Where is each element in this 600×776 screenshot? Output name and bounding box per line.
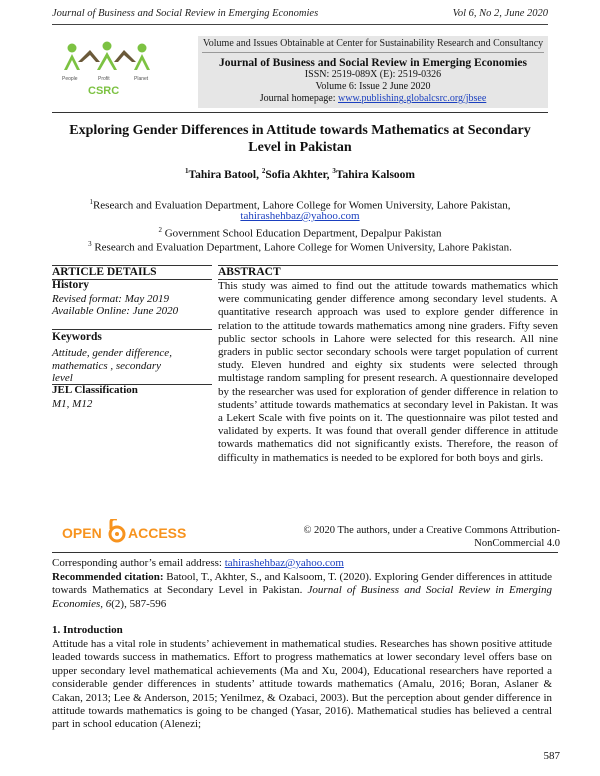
- logo-word-people: People: [62, 76, 78, 82]
- abstract-heading: ABSTRACT: [218, 266, 281, 278]
- corresponding-label: Corresponding author’s email address:: [52, 557, 225, 569]
- author-2-sup: 2: [261, 167, 266, 175]
- introduction-text: Attitude has a vital role in students’ achievement in mathematical studies. Researches has shown positive attitude leaded towards success in mathematics. Effort to progress mathematics at lower secondary level offers base on upper secondary level mathematical achievements (Ma and Xu, 2004), Educational researchers have reported a considerable gender differences in students’ attitude towards mathematics (Amalu, 2016; Boran, Aslaner & Cakan, 2013; Lee & Anderson, 2015; Yenilmez, & Ozabaci, 2003). But the perception about gender difference in attitude towards mathematics is going to be changed (Yasar, 2016). Mathematical studies has believed a central part in school education (Alenezi;: [52, 638, 552, 731]
- citation-text: Batool, T., Akhter, S., and Kalsoom, T. (2020). Exploring Gender differences in attitude towards Mathematics at Secondary Level in Pakistan.: [52, 571, 552, 597]
- journal-tagline: Volume and Issues Obtainable at Center for Sustainability Research and Consultancy: [202, 38, 544, 49]
- header-divider: [52, 112, 548, 113]
- open-access-logo: [62, 519, 192, 545]
- journal-issn: ISSN: 2519-089X (E): 2519-0326: [304, 69, 442, 80]
- citation-label: Recommended citation:: [52, 571, 164, 583]
- corresponding-author: [52, 557, 552, 570]
- citation-journal: Journal of Business and Social Review in Emerging Economies, 6: [52, 584, 552, 610]
- author-list: [60, 167, 540, 181]
- keywords-heading: Keywords: [52, 331, 102, 343]
- license-line-2: NonCommercial 4.0: [474, 538, 560, 549]
- logo-word-profit: Profit: [98, 76, 110, 82]
- author-3-sup: 3: [332, 167, 336, 175]
- top-divider: [52, 24, 548, 25]
- journal-name: Journal of Business and Social Review in Emerging Economies: [219, 57, 527, 69]
- history-rule: [52, 329, 212, 330]
- paper-title: Exploring Gender Differences in Attitude towards Mathematics at Secondary Level in Pakistan: [69, 123, 531, 155]
- author-1-sup: 1: [184, 167, 189, 175]
- homepage-label: Journal homepage:: [259, 93, 338, 104]
- page-number: 587: [543, 750, 560, 762]
- jel-codes: M1, M12: [52, 398, 93, 410]
- csrc-logo: [62, 40, 184, 98]
- license-line-1: © 2020 The authors, under a Creative Commons Attribution-: [303, 525, 560, 536]
- affiliation-1-text: Research and Evaluation Department, Lahore College for Women University, Lahore Pakistan,: [92, 199, 511, 212]
- open-access-word-open: OPEN: [62, 525, 102, 541]
- available-date: Available Online: June 2020: [52, 305, 179, 317]
- corresponding-email-link[interactable]: tahirashehbaz@yahoo.com: [224, 557, 344, 569]
- author-2: Sofia Akhter,: [265, 168, 333, 181]
- recommended-citation: [52, 571, 552, 611]
- header-box-rule: [202, 52, 544, 53]
- csrc-logo-figures: [62, 40, 184, 98]
- keyword-line-2: mathematics , secondary: [52, 360, 162, 372]
- revised-date: Revised format: May 2019: [52, 293, 169, 305]
- affiliation-email-link[interactable]: tahirashehbaz@yahoo.com: [240, 210, 360, 222]
- affiliation-2-text: Government School Education Department, Depalpur Pakistan: [164, 227, 442, 240]
- introduction-heading: 1. Introduction: [52, 624, 123, 636]
- history-heading: History: [52, 279, 90, 291]
- author-3: Tahira Kalsoom: [335, 168, 416, 181]
- license-notice: [290, 524, 560, 550]
- affiliation-1-email[interactable]: [60, 210, 540, 223]
- article-details-heading: ARTICLE DETAILS: [52, 266, 157, 278]
- open-access-lock-icon: [62, 519, 192, 545]
- abstract-text: This study was aimed to find out the attitude towards mathematics which were communicating gender difference among secondary level students. A quantitative research approach was used to explore gender difference in relation to the attitude towards mathematics among nine graders. Fifty seven public sector schools in Lahore were selected for this research. All nine graders in public sector secondary schools were target population of current study. Eleven hundred and eighty six students were selected through multistage random sampling for present research. A questionnaire developed by the researcher was used for exploration of gender difference in relation to students’ attitude towards mathematics at secondary level in Pakistan. It was a Lekert Scale with five points on it. The questionnaire was pilot tested and validated by experts. It was found that overall gender difference in attitude towards mathematics did not significantly exists. Therefore, the reason of difficulty in mathematics is needed to be explored for both boys and girls.: [218, 280, 558, 464]
- logo-word-planet: Planet: [134, 76, 149, 82]
- jel-heading: JEL Classification: [52, 384, 138, 396]
- running-head-journal: Journal of Business and Social Review in Emerging Economies: [52, 8, 319, 19]
- homepage-link[interactable]: www.publishing.globalcsrc.org/jbsee: [338, 93, 487, 104]
- author-1: Tahira Batool,: [188, 168, 262, 181]
- keyword-line-1: Attitude, gender difference,: [52, 347, 172, 359]
- open-access-word-access: ACCESS: [128, 525, 187, 541]
- affiliation-3-text: Research and Evaluation Department, Lahore College for Women University, Lahore Pakistan.: [94, 241, 512, 254]
- running-head-volume: Vol 6, No 2, June 2020: [452, 8, 548, 19]
- journal-header-box: [198, 36, 548, 108]
- affiliation-2-sup: 2: [158, 226, 162, 234]
- affiliation-3-sup: 3: [88, 240, 92, 248]
- affiliation-3: [60, 238, 540, 255]
- journal-homepage: [198, 93, 548, 105]
- keyword-line-3: level: [52, 372, 73, 384]
- logo-abbr: CSRC: [88, 85, 120, 97]
- citation-tail: (2), 587-596: [111, 597, 167, 610]
- license-rule: [52, 552, 558, 553]
- affiliation-1-sup: 1: [89, 198, 93, 206]
- journal-volume: Volume 6: Issue 2 June 2020: [315, 81, 431, 92]
